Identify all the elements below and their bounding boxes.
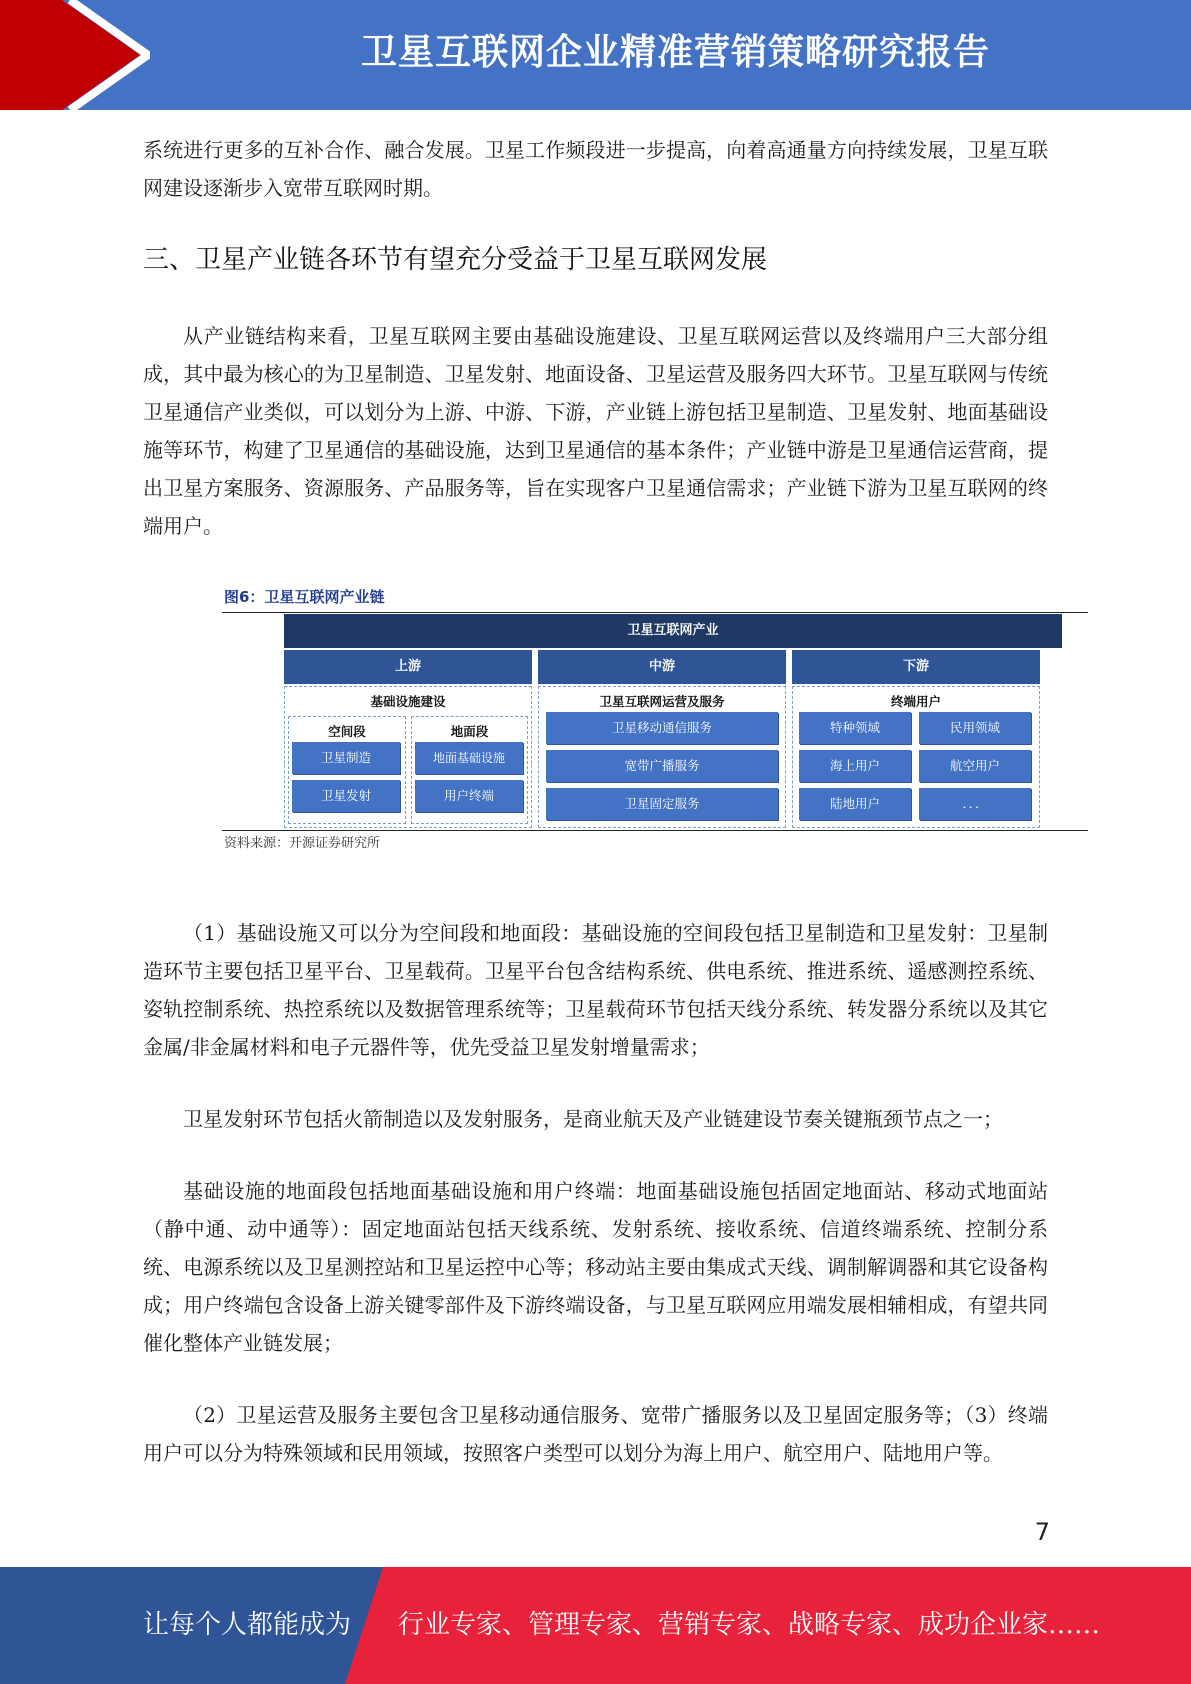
section-heading: 三、卫星产业链各环节有望充分受益于卫星互联网发展 xyxy=(143,245,768,275)
industry-chain-figure xyxy=(222,582,1090,852)
figure-top-rule xyxy=(222,612,1088,613)
cell-ellipsis: ．．． xyxy=(919,788,1031,820)
midstream-box-title: 卫星互联网运营及服务 xyxy=(599,694,725,709)
col-head-midstream: 中游 xyxy=(538,650,786,684)
figure-source: 资料来源：开源证券研究所 xyxy=(224,836,381,851)
red-arrow-decoration xyxy=(0,0,150,110)
cell-special-field: 特种领域 xyxy=(799,712,911,744)
cell-aviation-users: 航空用户 xyxy=(919,750,1031,782)
paragraph-industry-chain: 从产业链结构来看，卫星互联网主要由基础设施建设、卫星互联网运营以及终端用户三大部分组成，其中最为核心的为卫星制造、卫星发射、地面设备、卫星运营及服务四大环节。卫星互联网与传统卫星通信产业类似，可以划分为上游、中游、下游，产业链上游包括卫星制造、卫星发射、地面基础设施等环节，构建了卫星通信的基础设施，达到卫星通信的基本条件；产业链中游是卫星通信运营商，提出卫星方案服务、资源服务、产品服务等，旨在实现客户卫星通信需求；产业链下游为卫星互联网的终端用户。 xyxy=(143,324,1048,538)
page-footer xyxy=(0,1567,1191,1684)
paragraph-gap xyxy=(143,1066,1048,1100)
cell-civil-field: 民用领域 xyxy=(919,712,1031,744)
cell-broadband-broadcast: 宽带广播服务 xyxy=(546,750,778,782)
figure-title: 图6：卫星互联网产业链 xyxy=(224,588,385,606)
space-segment-label: 空间段 xyxy=(328,724,366,739)
page-number: 7 xyxy=(1034,1518,1050,1546)
col-head-upstream: 上游 xyxy=(284,650,532,684)
cell-ground-infrastructure: 地面基础设施 xyxy=(415,742,523,774)
report-title: 卫星互联网企业精准营销策略研究报告 xyxy=(360,32,990,73)
cell-maritime-users: 海上用户 xyxy=(799,750,911,782)
cell-land-users: 陆地用户 xyxy=(799,788,911,820)
paragraph-ground-segment: 基础设施的地面段包括地面基础设施和用户终端：地面基础设施包括固定地面站、移动式地面站（静中通、动中通等）：固定地面站包括天线系统、发射系统、接收系统、信道终端系统、控制分系统、电源系统以及卫星测控站和卫星运控中心等；移动站主要由集成式天线、调制解调器和其它设备构成；用户终端包含设备上游关键零部件及下游终端设备，与卫星互联网应用端发展相辅相成，有望共同催化整体产业链发展； xyxy=(143,1179,1048,1355)
upstream-box-title: 基础设施建设 xyxy=(370,694,446,709)
paragraph-gap xyxy=(143,1138,1048,1172)
chain-top-bar: 卫星互联网产业 xyxy=(284,614,1062,648)
page-header xyxy=(0,0,1191,110)
cell-mobile-comm-service: 卫星移动通信服务 xyxy=(546,712,778,744)
col-head-downstream: 下游 xyxy=(792,650,1040,684)
paragraph-launch: 卫星发射环节包括火箭制造以及发射服务，是商业航天及产业链建设节奏关键瓶颈节点之一； xyxy=(183,1107,1003,1131)
cell-satellite-launch: 卫星发射 xyxy=(292,780,400,812)
cell-satellite-manufacturing: 卫星制造 xyxy=(292,742,400,774)
paragraph-continuation: 系统进行更多的互补合作、融合发展。卫星工作频段进一步提高，向着高通量方向持续发展，卫星互联网建设逐渐步入宽带互联网时期。 xyxy=(143,138,1048,200)
paragraph-gap xyxy=(143,1362,1048,1396)
main-content-lower xyxy=(143,914,1048,1472)
cell-fixed-service: 卫星固定服务 xyxy=(546,788,778,820)
main-content xyxy=(143,131,1048,545)
figure-bottom-rule xyxy=(222,830,1088,831)
paragraph-infrastructure: （1）基础设施又可以分为空间段和地面段：基础设施的空间段包括卫星制造和卫星发射：卫星制造环节主要包括卫星平台、卫星载荷。卫星平台包含结构系统、供电系统、推进系统、遥感测控系统、姿轨控制系统、热控系统以及数据管理系统等；卫星载荷环节包括天线分系统、转发器分系统以及其它金属/非金属材料和电子元器件等，优先受益卫星发射增量需求； xyxy=(143,921,1048,1059)
downstream-box-title: 终端用户 xyxy=(890,694,941,709)
footer-slogan-right: 行业专家、管理专家、营销专家、战略专家、成功企业家…… xyxy=(398,1610,1101,1640)
footer-slogan-left: 让每个人都能成为 xyxy=(143,1610,352,1640)
ground-segment-label: 地面段 xyxy=(450,724,489,739)
paragraph-operations: （2）卫星运营及服务主要包含卫星移动通信服务、宽带广播服务以及卫星固定服务等；（3）终端用户可以分为特殊领域和民用领域，按照客户类型可以划分为海上用户、航空用户、陆地用户等。 xyxy=(143,1403,1048,1465)
cell-user-terminal: 用户终端 xyxy=(415,780,523,812)
